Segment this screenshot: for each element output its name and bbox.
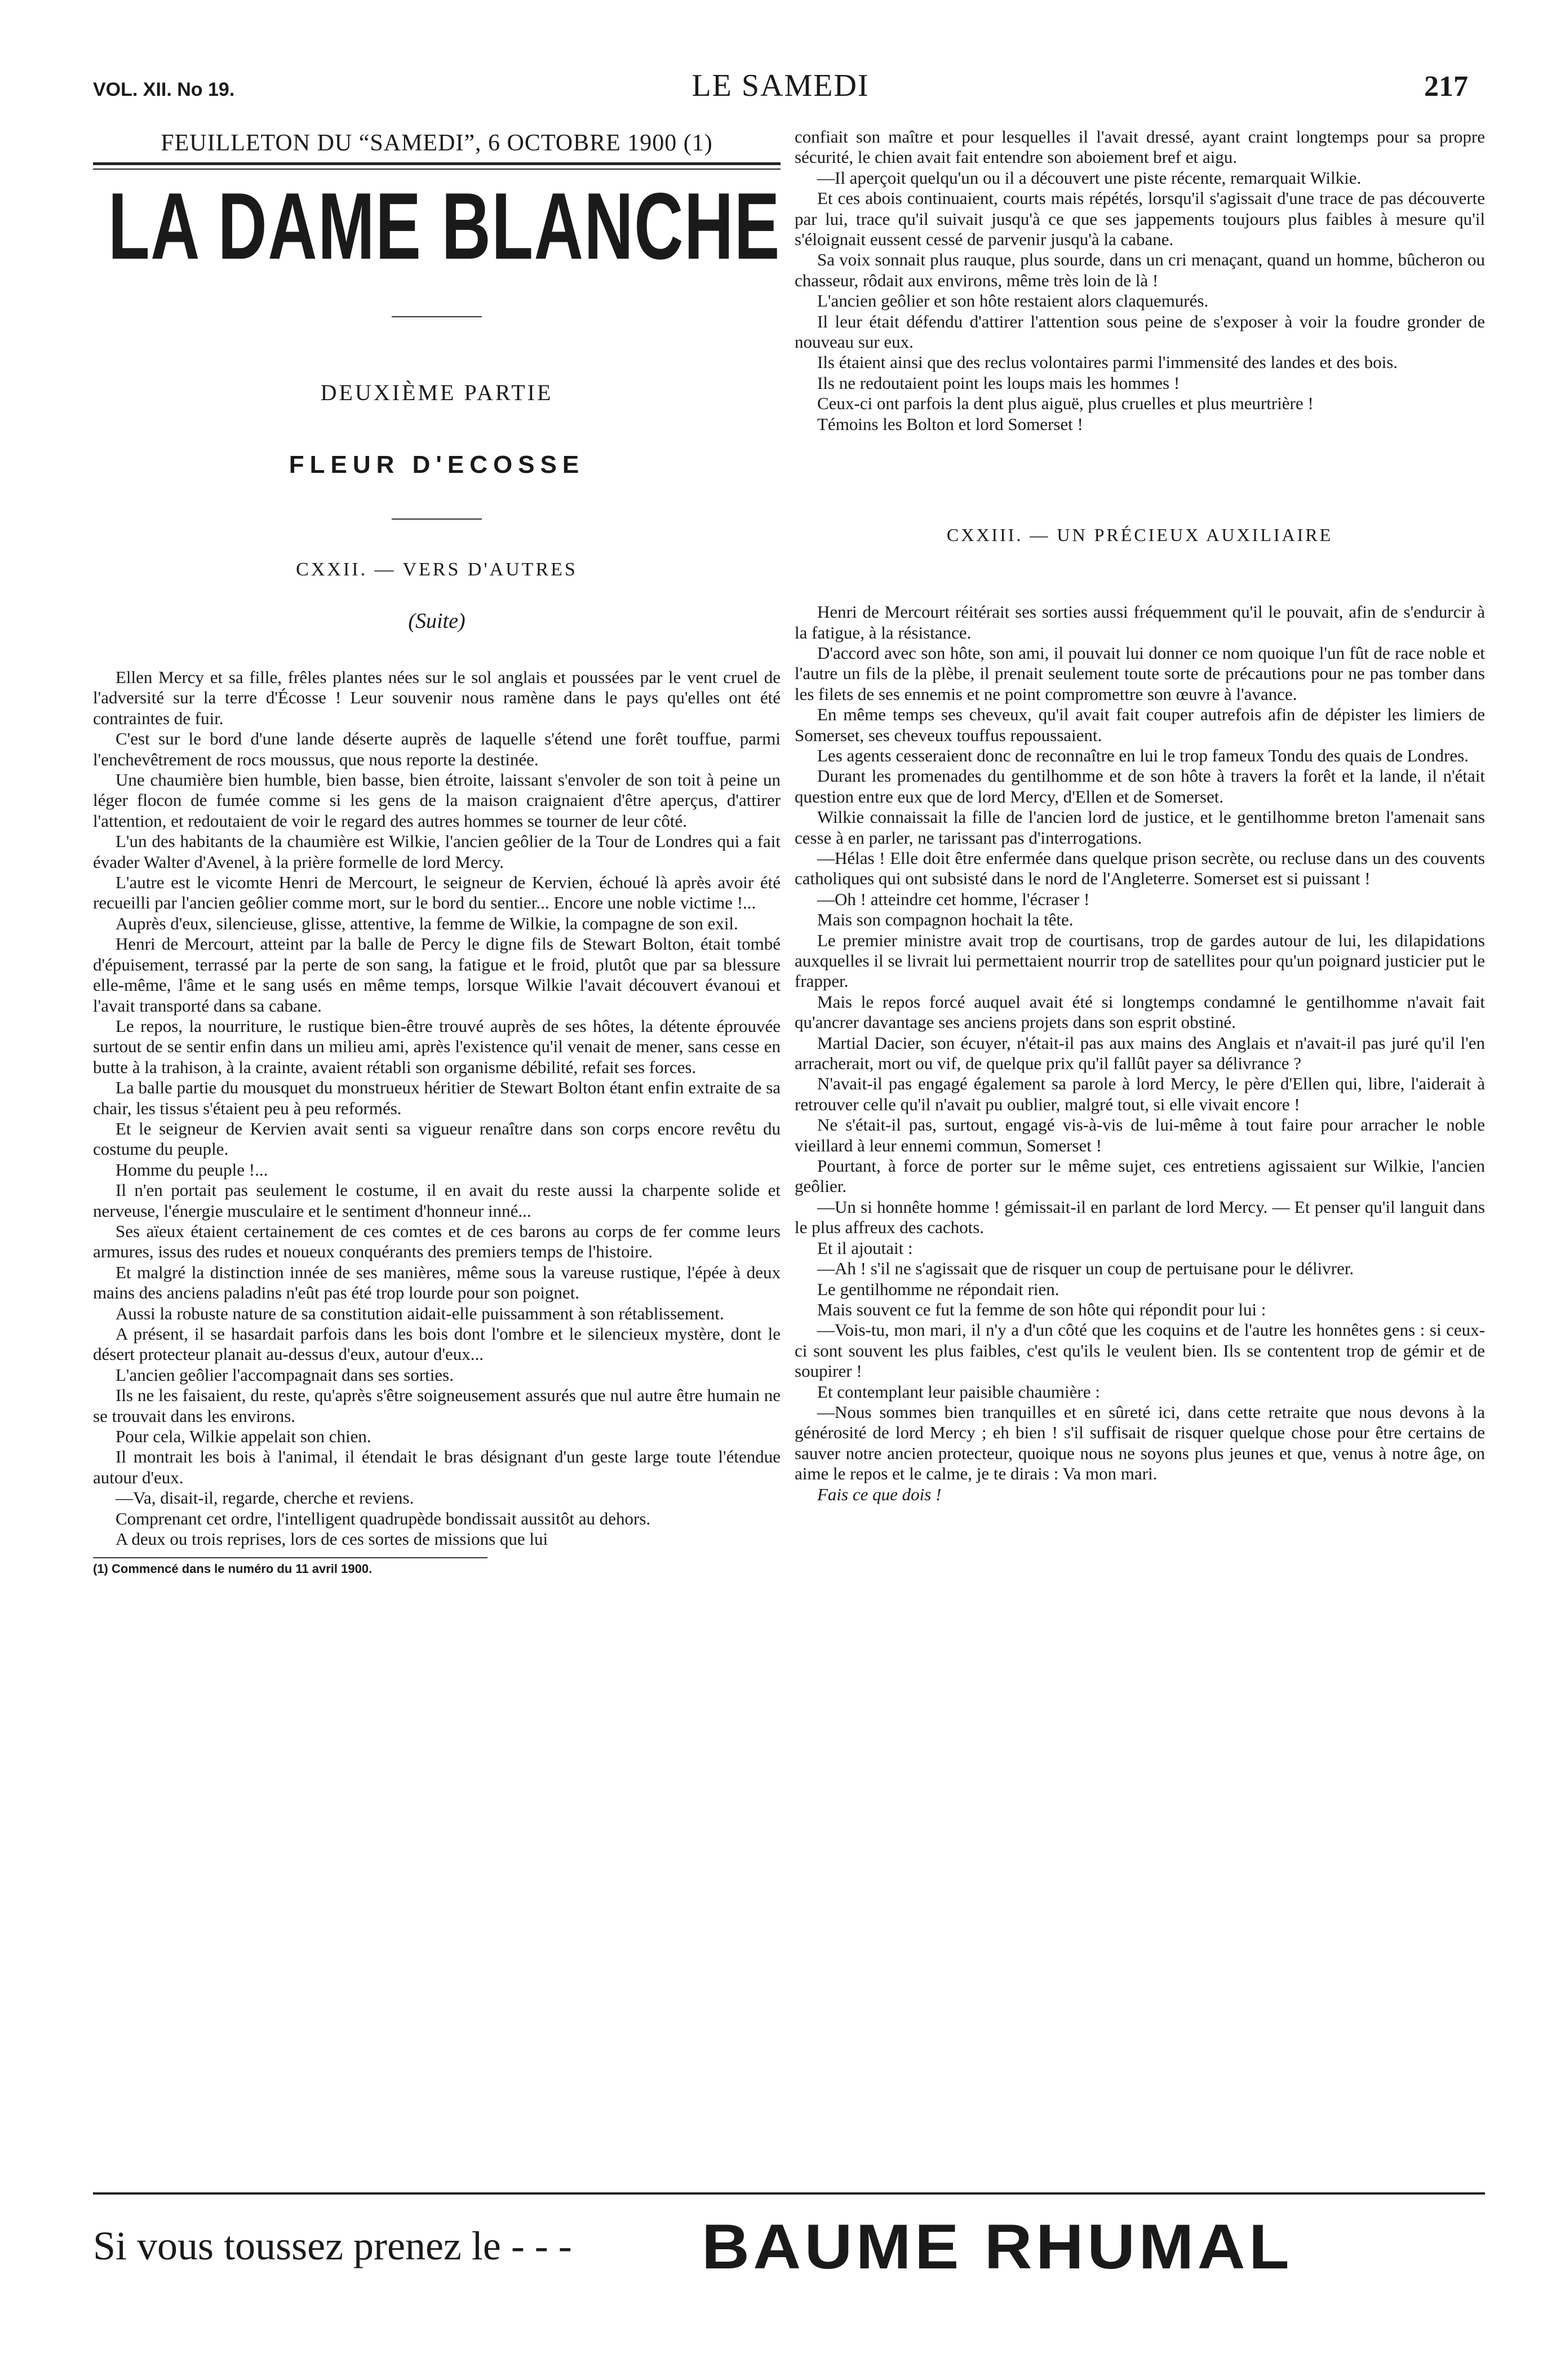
paragraph: Henri de Mercourt réitérait ses sorties aussi fréquemment qu'il le pouvait, afin de s'endurcir à la fatigue, à la résistance. xyxy=(795,602,1485,642)
paragraph: Et ces abois continuaient, courts mais répétés, lorsqu'il s'agissait d'une trace de pas découverte par lui, trace qu'il suivait jusqu'à ce que ses jappements toujours plus faibles à mesure qu'il s'éloignait eussent cessé de parvenir jusqu'à la cabane. xyxy=(795,188,1485,250)
paragraph: Et contemplant leur paisible chaumière : xyxy=(817,1381,1100,1402)
paragraph: Homme du peuple !... xyxy=(116,1159,268,1180)
suite-label: (Suite) xyxy=(408,609,466,633)
paragraph: Il leur était défendu d'attirer l'attention sous peine de s'exposer à voir la foudre gronder de nouveau sur eux. xyxy=(795,311,1485,352)
paragraph: Ils étaient ainsi que des reclus volontaires parmi l'immensité des landes et des bois. xyxy=(817,352,1398,373)
paragraph: Mais son compagnon hochait la tête. xyxy=(817,910,1074,930)
paragraph: Et malgré la distinction innée de ses manières, même sous la vareuse rustique, l'épée à deux mains des anciens paladins n'eût pas été trop lourde pour son poignet. xyxy=(93,1262,781,1303)
paragraph: C'est sur le bord d'une lande déserte auprès de laquelle s'étend une forêt touffue, parmi l'enchevêtrement de rocs moussus, que nous reporte la destinée. xyxy=(93,729,781,769)
paragraph: Sa voix sonnait plus rauque, plus sourde, dans un cri menaçant, quand un homme, bûcheron ou chasseur, rôdait aux environs, même très loin de là ! xyxy=(795,250,1485,290)
paragraph: Pourtant, à force de porter sur le même sujet, ces entretiens agissaient sur Wilkie, l'ancien geôlier. xyxy=(795,1156,1485,1196)
paragraph: Le gentilhomme ne répondait rien. xyxy=(817,1279,1060,1299)
paragraph: —Vois-tu, mon mari, il n'y a d'un côté que les coquins et de l'autre les honnêtes gens : si ceux-ci sont souvent les plus faibles, c'est qu'ils le veulent bien. Ils se contentent trop de gémir et de soupirer ! xyxy=(795,1320,1485,1381)
ad-brand: BAUME RHUMAL xyxy=(702,2211,1293,2282)
journal-name: LE SAMEDI xyxy=(691,68,870,103)
paragraph: —Hélas ! Elle doit être enfermée dans quelque prison secrète, ou recluse dans un des couvents catholiques qui ont subsisté dans le nord de l'Angleterre. Somerset est si puissant ! xyxy=(795,848,1485,889)
paragraph: —Il aperçoit quelqu'un ou il a découvert une piste récente, remarquait Wilkie. xyxy=(817,167,1362,188)
feuilleton-line: FEUILLETON DU “SAMEDI”, 6 OCTOBRE 1900 (1) xyxy=(161,130,713,156)
paragraph: A deux ou trois reprises, lors de ces sortes de missions que lui xyxy=(116,1529,548,1549)
paragraph: D'accord avec son hôte, son ami, il pouvait lui donner ce nom quoique l'un fût de race noble et l'autre un fils de la plèbe, il prenait seulement toute sorte de précautions pour ne pas tomber dans les filets de ses ennemis et ne point compromettre son œuvre à l'avance. xyxy=(795,642,1485,704)
paragraph: Pour cela, Wilkie appelait son chien. xyxy=(116,1426,371,1447)
closing-line: Fais ce que dois ! xyxy=(817,1484,942,1504)
paragraph: Une chaumière bien humble, bien basse, bien étroite, laissant s'envoler de son toit à peine un léger flocon de fumée comme si les gens de la maison craignaient d'être aperçus, d'attirer l'attention, et redoutaient de voir le regard des autres hommes se tourner de leur côté. xyxy=(93,770,781,831)
paragraph: Et le seigneur de Kervien avait senti sa vigueur renaître dans son corps encore revêtu du costume du peuple. xyxy=(93,1118,781,1159)
paragraph: —Ah ! s'il ne s'agissait que de risquer un coup de pertuisane pour le délivrer. xyxy=(817,1258,1354,1279)
paragraph: Ils ne les faisaient, du reste, qu'après s'être soigneusement assurés que nul autre être humain ne se trouvait dans les environs. xyxy=(93,1385,781,1426)
part-heading: DEUXIÈME PARTIE xyxy=(320,380,553,405)
paragraph: Ceux-ci ont parfois la dent plus aiguë, plus cruelles et plus meurtrière ! xyxy=(817,393,1314,414)
paragraph: Il n'en portait pas seulement le costume, il en avait du reste aussi la charpente solide et nerveuse, l'énergie musculaire et le sentiment d'honneur inné... xyxy=(93,1180,781,1221)
paragraph: L'ancien geôlier l'accompagnait dans ses sorties. xyxy=(116,1364,454,1385)
paragraph: A présent, il se hasardait parfois dans les bois dont l'ombre et le silencieux mystère, dont le désert protecteur planait au-dessus d'eux, autour d'eux... xyxy=(93,1324,781,1364)
paragraph: —Nous sommes bien tranquilles et en sûreté ici, dans cette retraite que nous devons à la générosité de lord Mercy ; eh bien ! s'il suffisait de risquer quelque chose pour être certains de sauver notre ancien protecteur, quoique nous ne soyons plus jeunes et que, venus à notre âge, on aime le repos et le calme, je te dirais : Va mon mari. xyxy=(795,1402,1485,1484)
paragraph: Il montrait les bois à l'animal, il étendait le bras désignant d'un geste large toute l'étendue autour d'eux. xyxy=(93,1447,781,1487)
paragraph: Comprenant cet ordre, l'intelligent quadrupède bondissait aussitôt au dehors. xyxy=(116,1508,651,1528)
paragraph: Wilkie connaissait la fille de l'ancien lord de justice, et le gentilhomme breton l'amenait sans cesse à en parler, ne tarissant pas d'interrogations. xyxy=(795,807,1485,848)
volume-number: VOL. XII. No 19. xyxy=(93,79,235,100)
left-body-text xyxy=(93,667,781,1549)
ad-text: Si vous toussez prenez le - - - xyxy=(93,2223,572,2268)
paragraph: L'autre est le vicomte Henri de Mercourt, le seigneur de Kervien, échoué là après avoir été recueilli par l'ancien geôlier comme mort, sur le bord du sentier... Encore une noble victime !... xyxy=(93,872,781,913)
paragraph: En même temps ses cheveux, qu'il avait fait couper autrefois afin de dépister les limiers de Somerset, ses cheveux touffus repoussaient. xyxy=(795,704,1485,745)
paragraph: —Oh ! atteindre cet homme, l'écraser ! xyxy=(817,889,1090,909)
paragraph: Le repos, la nourriture, le rustique bien-être trouvé auprès de ses hôtes, la détente éprouvée surtout de se sentir enfin dans un milieu ami, après l'existence qu'il venait de mener, sans cesse en butte à la trahison, à la crainte, avaient rétabli son organisme débilité, refait ses forces. xyxy=(93,1016,781,1077)
paragraph: Ne s'était-il pas, surtout, engagé vis-à-vis de lui-même à tout faire pour arracher le noble vieillard à leur ennemi commun, Somerset ! xyxy=(795,1115,1485,1155)
paragraph: Henri de Mercourt, atteint par la balle de Percy le digne fils de Stewart Bolton, était tombé d'épuisement, terrassé par la perte de son sang, la fatigue et le froid, plutôt que par sa blessure elle-même, l'âme et le sang usés en même temps, lorsque Wilkie l'avait découvert évanoui et l'avait transporté dans sa cabane. xyxy=(93,934,781,1016)
footer-rule xyxy=(93,2192,1485,2195)
paragraph: Durant les promenades du gentilhomme et de son hôte à travers la forêt et la lande, il n'était question entre eux que de lord Mercy, d'Ellen et de Somerset. xyxy=(795,766,1485,806)
page-number: 217 xyxy=(1424,70,1468,103)
paragraph: La balle partie du mousquet du monstrueux héritier de Stewart Bolton étant enfin extraite de sa chair, les tissus s'étaient peu à peu reformés. xyxy=(93,1078,781,1118)
paragraph: confiait son maître et pour lesquelles il l'avait dressé, ayant craint longtemps pour sa propre sécurité, le chien avait fait entendre son aboiement bref et aigu. xyxy=(795,127,1485,167)
part-subtitle: FLEUR D'ECOSSE xyxy=(289,451,585,478)
paragraph: Martial Dacier, son écuyer, n'était-il pas aux mains des Anglais et n'avait-il pas juré qu'il l'en arracherait, mort ou vif, de quelque prix qu'il fallût payer sa délivrance ? xyxy=(795,1032,1485,1074)
paragraph: Et il ajoutait : xyxy=(817,1238,913,1258)
left-column xyxy=(93,130,781,1576)
paragraph: Aussi la robuste nature de sa constitution aidait-elle puissamment à son rétablissement. xyxy=(116,1303,724,1323)
paragraph: Ses aïeux étaient certainement de ces comtes et de ces barons au corps de fer comme leurs armures, issus des rudes et noueux conquérants des premiers temps de l'histoire. xyxy=(93,1221,781,1262)
paragraph: Ils ne redoutaient point les loups mais les hommes ! xyxy=(817,373,1180,393)
chapter-heading-right: CXXIII. — UN PRÉCIEUX AUXILIAIRE xyxy=(946,525,1333,546)
paragraph: —Un si honnête homme ! gémissait-il en parlant de lord Mercy. — Et penser qu'il languit dans le plus affreux des cachots. xyxy=(795,1196,1485,1238)
paragraph: Auprès d'eux, silencieuse, glisse, attentive, la femme de Wilkie, la compagne de son exil. xyxy=(116,913,738,933)
paragraph: Le premier ministre avait trop de courtisans, trop de gardes autour de lui, les dilapidations auxquelles il se livrait lui permettaient nourrir trop de satellites pour qu'un poignard justicier put le frapper. xyxy=(795,930,1485,991)
footnote: (1) Commencé dans le numéro du 11 avril 1900. xyxy=(93,1562,373,1576)
paragraph: Les agents cesseraient donc de reconnaître en lui le trop fameux Tondu des quais de Londres. xyxy=(817,745,1469,765)
divider xyxy=(392,316,482,317)
paragraph: Mais le repos forcé auquel avait été si longtemps condamné le gentilhomme n'avait fait qu'ancrer davantage ses anciens projets dans son esprit obstiné. xyxy=(795,991,1485,1032)
right-body-text-top xyxy=(795,127,1485,435)
chapter-heading: CXXII. — VERS D'AUTRES xyxy=(296,559,578,580)
paragraph: N'avait-il pas engagé également sa parole à lord Mercy, le père d'Ellen qui, libre, l'aiderait à retrouver celle qu'il n'avait pu oublier, malgré tout, si elle vivait encore ! xyxy=(795,1074,1485,1114)
paragraph: L'ancien geôlier et son hôte restaient alors claquemurés. xyxy=(817,291,1209,311)
title-rule xyxy=(93,162,781,170)
advertisement xyxy=(93,2211,1485,2288)
divider xyxy=(392,518,482,520)
paragraph: —Va, disait-il, regarde, cherche et reviens. xyxy=(116,1488,414,1508)
novel-title: LA DAME BLANCHE xyxy=(108,173,781,279)
paragraph: L'un des habitants de la chaumière est Wilkie, l'ancien geôlier de la Tour de Londres qui a fait évader Walter d'Avenel, à la prière formelle de lord Mercy. xyxy=(93,831,781,872)
right-body-text xyxy=(795,602,1485,1484)
footnote-rule xyxy=(93,1557,487,1558)
paragraph: Mais souvent ce fut la femme de son hôte qui répondit pour lui : xyxy=(817,1299,1266,1319)
page-header xyxy=(93,68,1468,113)
right-column xyxy=(795,127,1485,1505)
paragraph: Ellen Mercy et sa fille, frêles plantes nées sur le sol anglais et poussées par le vent cruel de l'adversité sur la terre d'Écosse ! Leur souvenir nous ramène dans le pays qu'elles ont été contraintes de fuir. xyxy=(93,667,781,728)
paragraph: Témoins les Bolton et lord Somerset ! xyxy=(817,414,1083,434)
